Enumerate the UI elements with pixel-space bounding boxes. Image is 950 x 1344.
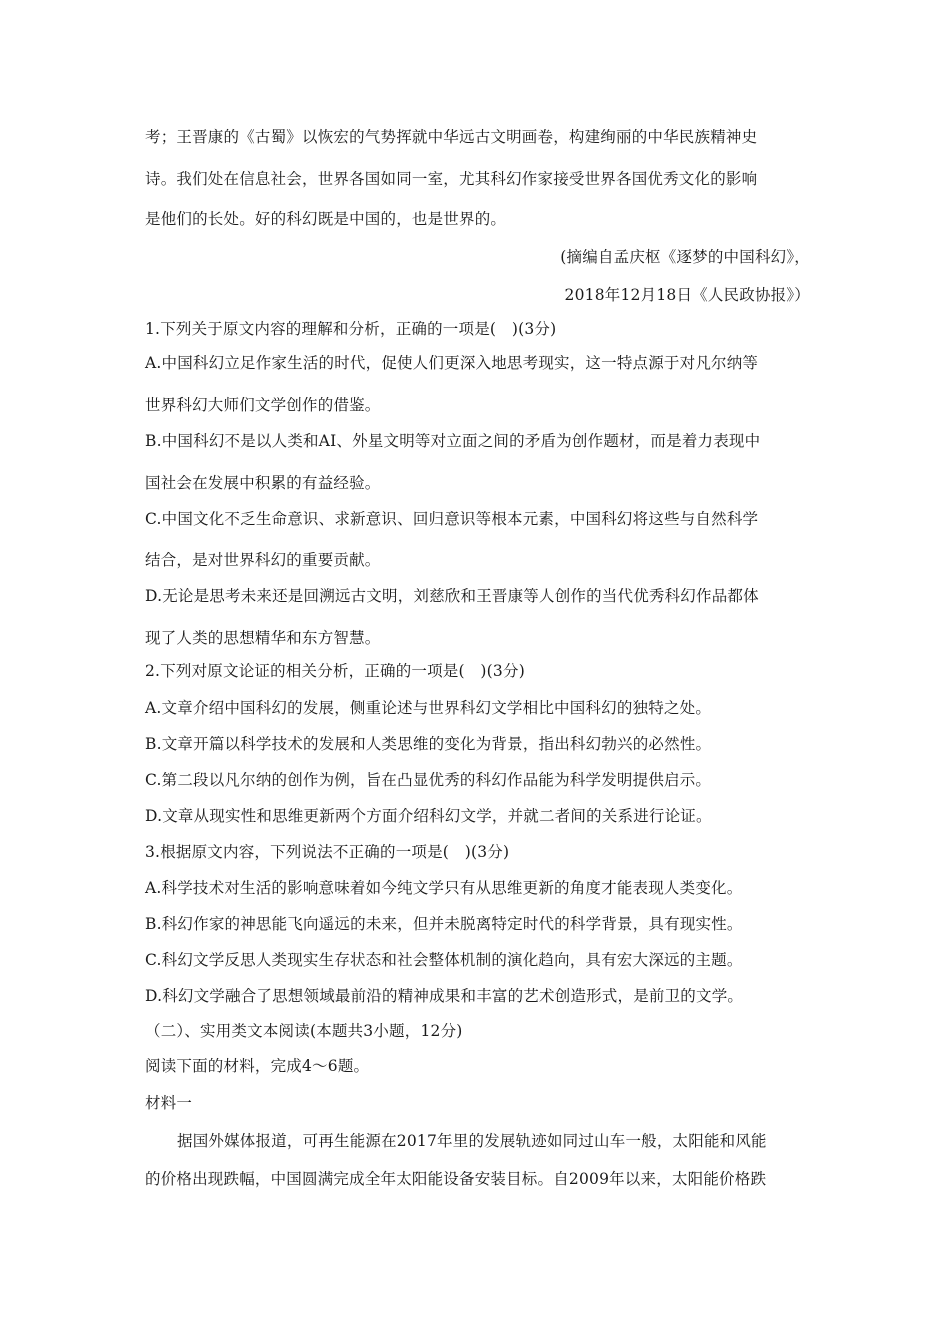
- question-2-stem: 2.下列对原文论证的相关分析，正确的一项是( )(3分): [145, 662, 525, 680]
- material-paragraph-line-2: 的价格出现跌幅，中国圆满完成全年太阳能设备安装目标。自2009年以来，太阳能价格跌: [145, 1170, 767, 1188]
- question-2-option-b: B.文章开篇以科学技术的发展和人类思维的变化为背景，指出科幻勃兴的必然性。: [145, 735, 712, 753]
- passage-line-1: 考；王晋康的《古蜀》以恢宏的气势挥就中华远古文明画卷，构建绚丽的中华民族精神史: [145, 128, 758, 146]
- question-1-option-d-line-2: 现了人类的思想精华和东方智慧。: [145, 629, 381, 647]
- question-1-option-c-line-1: C.中国文化不乏生命意识、求新意识、回归意识等根本元素，中国科幻将这些与自然科学: [145, 510, 759, 528]
- passage-line-3: 是他们的长处。好的科幻既是中国的，也是世界的。: [145, 210, 507, 228]
- question-2-option-d: D.文章从现实性和思维更新两个方面介绍科幻文学，并就二者间的关系进行论证。: [145, 807, 712, 825]
- question-3-option-c: C.科幻文学反思人类现实生存状态和社会整体机制的演化趋向，具有宏大深远的主题。: [145, 951, 743, 969]
- question-1-option-a-line-2: 世界科幻大师们文学创作的借鉴。: [145, 396, 381, 414]
- material-paragraph-line-1: 据国外媒体报道，可再生能源在2017年里的发展轨迹如同过山车一般，太阳能和风能: [177, 1132, 767, 1150]
- question-2-option-c: C.第二段以凡尔纳的创作为例，旨在凸显优秀的科幻作品能为科学发明提供启示。: [145, 771, 712, 789]
- source-citation-line-2: 2018年12月18日《人民政协报》）: [564, 286, 810, 304]
- question-3-option-a: A.科学技术对生活的影响意味着如今纯文学只有从思维更新的角度才能表现人类变化。: [145, 879, 743, 897]
- source-citation-line-1: (摘编自孟庆枢《逐梦的中国科幻》，: [560, 248, 810, 266]
- question-3-option-d: D.科幻文学融合了思想领域最前沿的精神成果和丰富的艺术创造形式，是前卫的文学。: [145, 987, 744, 1005]
- section-2-instruction: 阅读下面的材料，完成4～6题。: [145, 1057, 370, 1075]
- section-2-heading: （二）、实用类文本阅读(本题共3小题，12分): [145, 1022, 463, 1040]
- passage-line-2: 诗。我们处在信息社会，世界各国如同一室，尤其科幻作家接受世界各国优秀文化的影响: [145, 170, 758, 188]
- question-1-option-b-line-1: B.中国科幻不是以人类和AI、外星文明等对立面之间的矛盾为创作题材，而是着力表现中: [145, 432, 761, 450]
- material-label: 材料一: [145, 1094, 193, 1112]
- question-1-option-c-line-2: 结合，是对世界科幻的重要贡献。: [145, 551, 381, 569]
- question-1-option-b-line-2: 国社会在发展中积累的有益经验。: [145, 474, 381, 492]
- question-3-stem: 3.根据原文内容，下列说法不正确的一项是( )(3分): [145, 843, 510, 861]
- question-3-option-b: B.科幻作家的神思能飞向遥远的未来，但并未脱离特定时代的科学背景，具有现实性。: [145, 915, 743, 933]
- question-1-option-d-line-1: D.无论是思考未来还是回溯远古文明，刘慈欣和王晋康等人创作的当代优秀科幻作品都体: [145, 587, 759, 605]
- question-1-option-a-line-1: A.中国科幻立足作家生活的时代，促使人们更深入地思考现实，这一特点源于对凡尔纳等: [145, 354, 759, 372]
- question-1-stem: 1.下列关于原文内容的理解和分析，正确的一项是( )(3分): [145, 320, 557, 338]
- question-2-option-a: A.文章介绍中国科幻的发展，侧重论述与世界科幻文学相比中国科幻的独特之处。: [145, 699, 712, 717]
